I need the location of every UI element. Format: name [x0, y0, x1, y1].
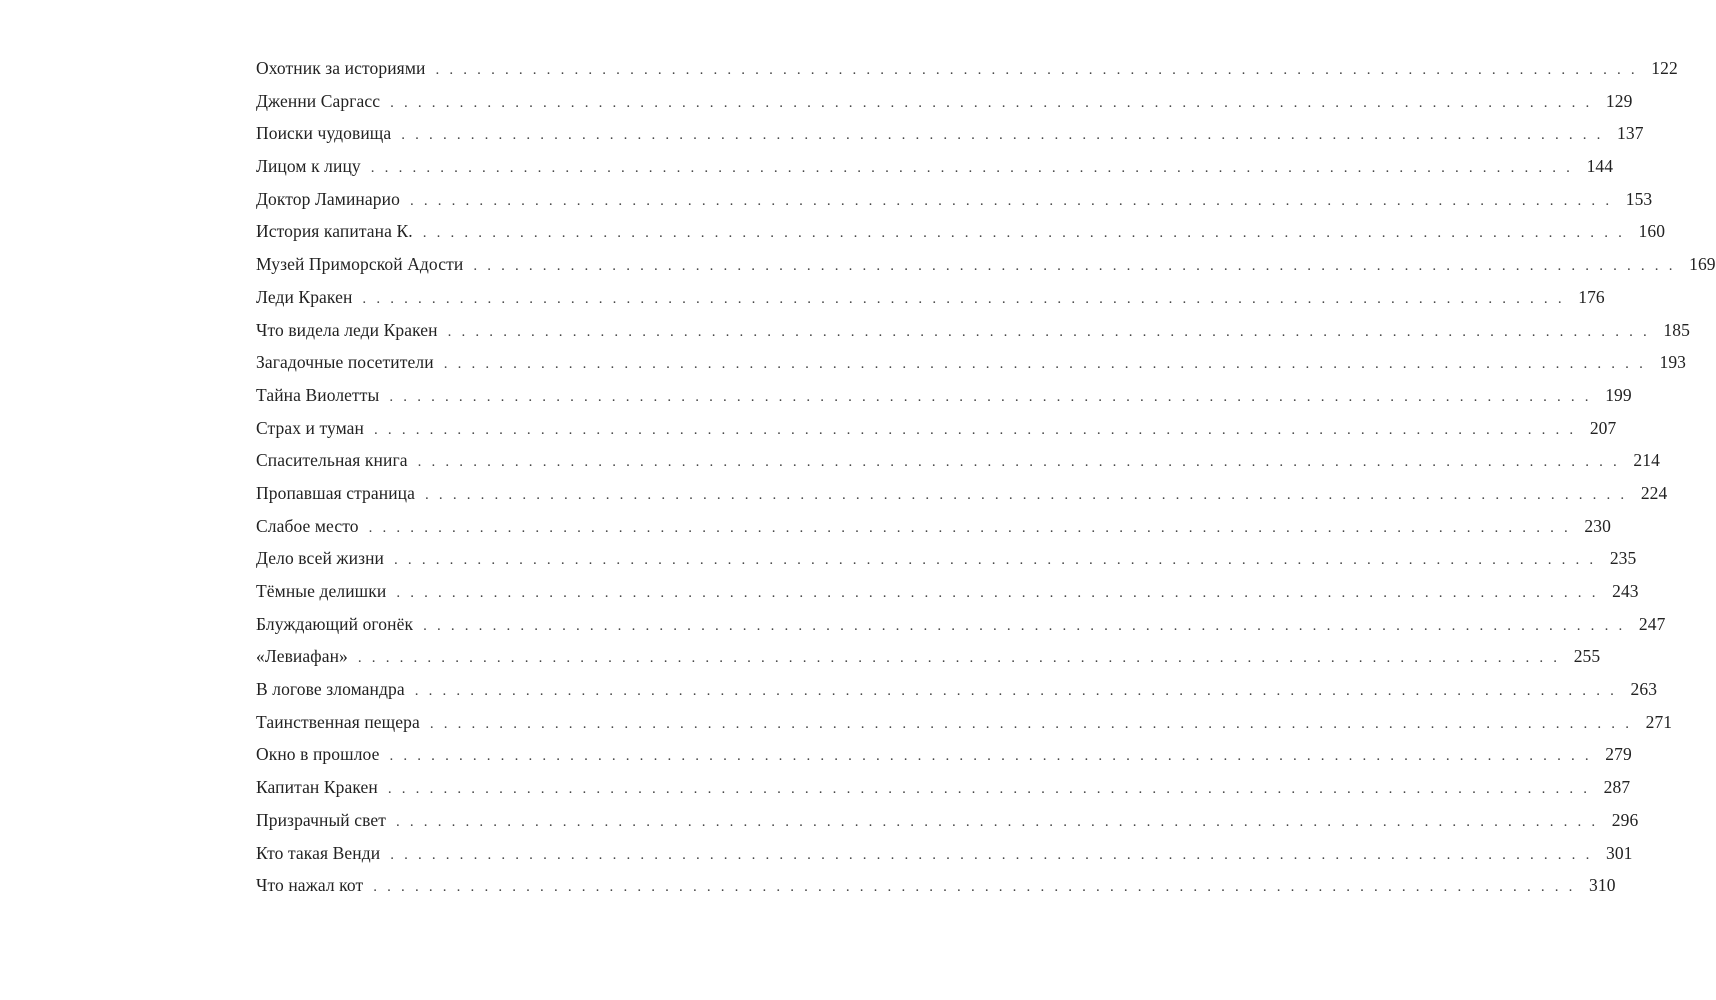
toc-entry-title: Слабое место — [256, 515, 359, 536]
toc-dot-leader: . . . . . . . . . . . . . . . . . . . . . . . . . . . . . . . . . . . . . . . . . . . . . . . . . . . . . . . . . . . . . . . . . . . . . . . . . . . . . . . . . . . . . . . — [417, 454, 1620, 471]
toc-entry-title: Дело всей жизни — [256, 548, 385, 569]
toc-entry — [256, 646, 1601, 679]
toc-entry-title: Окно в прошлое — [256, 744, 380, 765]
toc-entry-title: Тёмные делишки — [256, 581, 387, 601]
toc-entry — [256, 548, 1637, 581]
toc-entry — [256, 58, 1678, 91]
toc-entry-title: Призрачный свет — [256, 809, 386, 830]
toc-entry — [256, 319, 1690, 353]
toc-entry — [256, 384, 1632, 418]
toc-dot-leader: . . . . . . . . . . . . . . . . . . . . . . . . . . . . . . . . . . . . . . . . . . . . . . . . . . . . . . . . . . . . . . . . . . . . . . . . . . . . . . . . . . . . . . . — [425, 486, 1628, 503]
toc-entry-page-number: 207 — [1589, 417, 1617, 438]
toc-entry-page-number: 137 — [1617, 123, 1644, 144]
toc-entry-page-number: 144 — [1586, 156, 1614, 177]
toc-entry-page-number: 247 — [1638, 613, 1666, 634]
toc-entry-title: Загадочные посетители — [256, 352, 434, 373]
toc-entry — [256, 809, 1639, 843]
toc-entry — [256, 515, 1611, 549]
toc-entry-page-number: 122 — [1651, 58, 1678, 78]
toc-entry-title: Что нажал кот — [256, 875, 364, 896]
toc-dot-leader: . . . . . . . . . . . . . . . . . . . . . . . . . . . . . . . . . . . . . . . . . . . . . . . . . . . . . . . . . . . . . . . . . . . . . . . . . . . . . . . . . . . . . . . — [429, 715, 1633, 732]
toc-entry-page-number: 310 — [1589, 875, 1616, 896]
toc-entry-title: Пропавшая страница — [256, 482, 416, 503]
toc-entry-page-number: 230 — [1584, 515, 1611, 536]
toc-entry-title: «Левиафан» — [256, 646, 348, 667]
toc-entry — [256, 352, 1687, 385]
toc-entry-page-number: 301 — [1605, 842, 1633, 863]
toc-dot-leader: . . . . . . . . . . . . . . . . . . . . . . . . . . . . . . . . . . . . . . . . . . . . . . . . . . . . . . . . . . . . . . . . . . . . . . . . . . . . . . . . . . . . . . . — [368, 519, 1571, 536]
toc-entry-title: В логове зломандра — [256, 679, 405, 700]
toc-entry — [256, 90, 1633, 124]
toc-entry — [256, 450, 1660, 483]
toc-entry-title: Поиски чудовища — [256, 123, 392, 144]
toc-entry-title: Леди Кракен — [256, 286, 353, 307]
toc-entry-title: Что видела леди Кракен — [256, 319, 438, 340]
toc-dot-leader: . . . . . . . . . . . . . . . . . . . . . . . . . . . . . . . . . . . . . . . . . . . . . . . . . . . . . . . . . . . . . . . . . . . . . . . . . . . . . . . . . . . . . . . — [373, 879, 1576, 896]
toc-entry-title: Дженни Саргасс — [256, 90, 381, 111]
toc-dot-leader: . . . . . . . . . . . . . . . . . . . . . . . . . . . . . . . . . . . . . . . . . . . . . . . . . . . . . . . . . . . . . . . . . . . . . . . . . . . . . . . . . . . . . . . — [423, 617, 1626, 634]
toc-entry-page-number: 296 — [1611, 809, 1639, 830]
toc-dot-leader: . . . . . . . . . . . . . . . . . . . . . . . . . . . . . . . . . . . . . . . . . . . . . . . . . . . . . . . . . . . . . . . . . . . . . . . . . . . . . . . . . . . . . . . — [396, 585, 1599, 601]
toc-dot-leader: . . . . . . . . . . . . . . . . . . . . . . . . . . . . . . . . . . . . . . . . . . . . . . . . . . . . . . . . . . . . . . . . . . . . . . . . . . . . . . . . . . . . . . . — [390, 94, 1593, 111]
toc-dot-leader: . . . . . . . . . . . . . . . . . . . . . . . . . . . . . . . . . . . . . . . . . . . . . . . . . . . . . . . . . . . . . . . . . . . . . . . . . . . . . . . . . . . . . . . — [394, 552, 1597, 569]
toc-entry-title: Охотник за историями — [256, 58, 426, 78]
toc-entry — [256, 842, 1633, 876]
toc-entry — [256, 123, 1644, 156]
toc-entry-title: Тайна Виолетты — [256, 384, 380, 405]
toc-entry-page-number: 153 — [1625, 188, 1653, 209]
toc-entry-title: История капитана К. — [256, 221, 413, 242]
toc-dot-leader: . . . . . . . . . . . . . . . . . . . . . . . . . . . . . . . . . . . . . . . . . . . . . . . . . . . . . . . . . . . . . . . . . . . . . . . . . . . . . . . . . . . . . . . — [374, 421, 1577, 438]
toc-entry — [256, 417, 1617, 451]
toc-dot-leader: . . . . . . . . . . . . . . . . . . . . . . . . . . . . . . . . . . . . . . . . . . . . . . . . . . . . . . . . . . . . . . . . . . . . . . . . . . . . . . . . . . . . . . . — [389, 388, 1592, 405]
toc-entry-title: Доктор Ламинарио — [256, 188, 400, 209]
toc-entry-title: Таинственная пещера — [256, 711, 420, 732]
toc-entry-page-number: 199 — [1605, 384, 1632, 405]
toc-entry-page-number: 255 — [1573, 646, 1601, 667]
toc-entry-page-number: 287 — [1603, 777, 1631, 798]
toc-dot-leader: . . . . . . . . . . . . . . . . . . . . . . . . . . . . . . . . . . . . . . . . . . . . . . . . . . . . . . . . . . . . . . . . . . . . . . . . . . . . . . . . . . . . . . . — [396, 813, 1599, 830]
toc-dot-leader: . . . . . . . . . . . . . . . . . . . . . . . . . . . . . . . . . . . . . . . . . . . . . . . . . . . . . . . . . . . . . . . . . . . . . . . . . . . . . . . . . . . . . . . — [422, 225, 1626, 242]
toc-entry — [256, 875, 1616, 908]
toc-dot-leader: . . . . . . . . . . . . . . . . . . . . . . . . . . . . . . . . . . . . . . . . . . . . . . . . . . . . . . . . . . . . . . . . . . . . . . . . . . . . . . . . . . . . . . . — [443, 356, 1647, 373]
toc-entry-page-number: 169 — [1689, 254, 1716, 275]
toc-dot-leader: . . . . . . . . . . . . . . . . . . . . . . . . . . . . . . . . . . . . . . . . . . . . . . . . . . . . . . . . . . . . . . . . . . . . . . . . . . . . . . . . . . . . . . . — [473, 258, 1676, 275]
toc-dot-leader: . . . . . . . . . . . . . . . . . . . . . . . . . . . . . . . . . . . . . . . . . . . . . . . . . . . . . . . . . . . . . . . . . . . . . . . . . . . . . . . . . . . . . . . — [401, 127, 1604, 144]
toc-entry-page-number: 214 — [1633, 450, 1660, 471]
toc-entry-page-number: 129 — [1605, 90, 1633, 111]
toc-entry-page-number: 279 — [1605, 744, 1632, 765]
toc-entry — [256, 482, 1668, 516]
table-of-contents — [256, 58, 1716, 908]
toc-entry — [256, 679, 1658, 712]
toc-dot-leader: . . . . . . . . . . . . . . . . . . . . . . . . . . . . . . . . . . . . . . . . . . . . . . . . . . . . . . . . . . . . . . . . . . . . . . . . . . . . . . . . . . . . . . . — [357, 650, 1561, 667]
toc-entry — [256, 581, 1639, 614]
toc-entry-title: Музей Приморской Адости — [256, 254, 464, 275]
toc-dot-leader: . . . . . . . . . . . . . . . . . . . . . . . . . . . . . . . . . . . . . . . . . . . . . . . . . . . . . . . . . . . . . . . . . . . . . . . . . . . . . . . . . . . . . . . — [409, 192, 1613, 209]
toc-entry-title: Кто такая Венди — [256, 842, 381, 863]
toc-entry-page-number: 176 — [1578, 286, 1605, 307]
toc-entry-page-number: 235 — [1609, 548, 1637, 569]
toc-entry-page-number: 224 — [1640, 482, 1668, 503]
toc-entry-page-number: 243 — [1612, 581, 1639, 601]
toc-entry-title: Капитан Кракен — [256, 777, 378, 798]
toc-entry-page-number: 185 — [1663, 319, 1690, 340]
toc-dot-leader: . . . . . . . . . . . . . . . . . . . . . . . . . . . . . . . . . . . . . . . . . . . . . . . . . . . . . . . . . . . . . . . . . . . . . . . . . . . . . . . . . . . . . . . — [435, 62, 1638, 78]
toc-entry-page-number: 271 — [1645, 711, 1673, 732]
toc-entry — [256, 254, 1716, 287]
toc-entry — [256, 221, 1666, 254]
toc-entry — [256, 156, 1614, 189]
toc-dot-leader: . . . . . . . . . . . . . . . . . . . . . . . . . . . . . . . . . . . . . . . . . . . . . . . . . . . . . . . . . . . . . . . . . . . . . . . . . . . . . . . . . . . . . . . — [370, 160, 1574, 177]
toc-entry-page-number: 160 — [1638, 221, 1666, 242]
toc-entry-title: Спасительная книга — [256, 450, 408, 471]
toc-entry-page-number: 263 — [1630, 679, 1658, 700]
toc-entry-title: Лицом к лицу — [256, 156, 361, 177]
toc-dot-leader: . . . . . . . . . . . . . . . . . . . . . . . . . . . . . . . . . . . . . . . . . . . . . . . . . . . . . . . . . . . . . . . . . . . . . . . . . . . . . . . . . . . . . . . — [387, 781, 1591, 798]
toc-entry-page-number: 193 — [1659, 352, 1687, 373]
toc-dot-leader: . . . . . . . . . . . . . . . . . . . . . . . . . . . . . . . . . . . . . . . . . . . . . . . . . . . . . . . . . . . . . . . . . . . . . . . . . . . . . . . . . . . . . . . — [414, 683, 1618, 700]
toc-entry — [256, 744, 1632, 777]
toc-dot-leader: . . . . . . . . . . . . . . . . . . . . . . . . . . . . . . . . . . . . . . . . . . . . . . . . . . . . . . . . . . . . . . . . . . . . . . . . . . . . . . . . . . . . . . . — [390, 846, 1593, 863]
toc-dot-leader: . . . . . . . . . . . . . . . . . . . . . . . . . . . . . . . . . . . . . . . . . . . . . . . . . . . . . . . . . . . . . . . . . . . . . . . . . . . . . . . . . . . . . . . — [447, 323, 1650, 340]
toc-entry — [256, 777, 1631, 810]
toc-entry — [256, 286, 1605, 320]
toc-entry-title: Блуждающий огонёк — [256, 613, 414, 634]
toc-entry-title: Страх и туман — [256, 417, 365, 438]
toc-entry — [256, 188, 1653, 222]
toc-dot-leader: . . . . . . . . . . . . . . . . . . . . . . . . . . . . . . . . . . . . . . . . . . . . . . . . . . . . . . . . . . . . . . . . . . . . . . . . . . . . . . . . . . . . . . . — [389, 748, 1592, 765]
toc-entry — [256, 711, 1673, 745]
toc-dot-leader: . . . . . . . . . . . . . . . . . . . . . . . . . . . . . . . . . . . . . . . . . . . . . . . . . . . . . . . . . . . . . . . . . . . . . . . . . . . . . . . . . . . . . . . — [362, 290, 1565, 307]
toc-entry — [256, 613, 1666, 647]
